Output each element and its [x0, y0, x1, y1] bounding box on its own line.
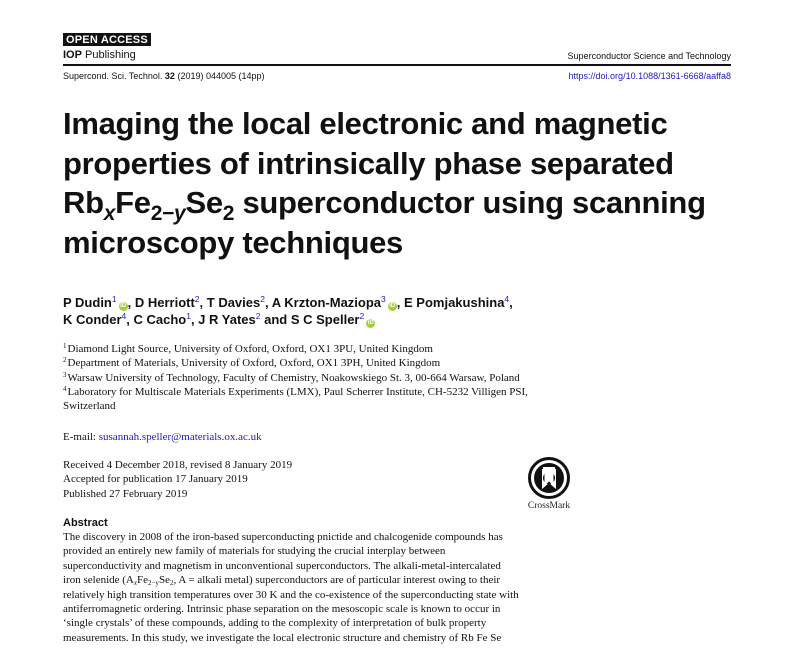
- affiliation-line: [63, 399, 583, 413]
- abstract-sub-x: x: [133, 579, 137, 588]
- author-affiliation-ref[interactable]: 4: [121, 311, 127, 321]
- abstract-line: provided an entirely new family of materials for studying the crucial interplay between: [63, 545, 446, 558]
- formula-fe: Fe: [115, 185, 151, 220]
- title-line-3-rest: superconductor using scanning: [234, 185, 706, 220]
- author-name: S C Speller: [290, 312, 360, 327]
- crossmark-button[interactable]: [522, 457, 576, 512]
- abstract-line: superconductivity and magnetism in unconventional superconductors. The alkali-metal-intercalated: [63, 559, 501, 572]
- author-name: C Cacho: [133, 312, 187, 327]
- author-affiliation-ref[interactable]: 2: [359, 311, 365, 321]
- author-separator: ,: [126, 312, 134, 327]
- author-name: K Conder: [63, 312, 122, 327]
- crossmark-label: CrossMark: [527, 501, 571, 511]
- citation-rest: (2019) 044005 (14pp): [177, 71, 265, 81]
- author-name: E Pomjakushina: [404, 295, 505, 310]
- formula-2y: 2−: [150, 202, 175, 225]
- published-date: Published 27 February 2019: [63, 487, 188, 500]
- author-separator: ,: [127, 295, 135, 310]
- affiliation-line: [63, 342, 583, 356]
- received-date: Received 4 December 2018, revised 8 January 2019: [63, 459, 293, 471]
- abstract-body: [63, 530, 575, 645]
- orcid-icon[interactable]: iD: [120, 303, 127, 309]
- journal-name: Superconductor Science and Technology: [567, 51, 731, 61]
- author-separator: ,: [509, 295, 513, 310]
- abstract-heading: Abstract: [63, 517, 108, 529]
- author-separator: ,: [264, 295, 272, 310]
- abstract-line: [63, 573, 575, 587]
- abstract-line: antiferromagnetic ordering. Intrinsic phase separation on the mesoscopic scale is known to occur in: [63, 603, 501, 616]
- abstract-sub-2: 2: [169, 579, 174, 588]
- author-list: [63, 294, 623, 328]
- open-access-badge: OPEN ACCESS: [63, 33, 151, 46]
- article-title: [63, 104, 743, 262]
- author-affiliation-ref[interactable]: 1: [186, 311, 191, 321]
- orcid-icon[interactable]: iD: [389, 303, 396, 309]
- author-separator: ,: [190, 312, 199, 327]
- orcid-icon[interactable]: iD: [367, 320, 374, 326]
- affiliation-number: 2: [63, 356, 67, 365]
- affiliation-text: Warsaw University of Technology, Faculty of Chemistry, Noakowskiego St. 3, 00-664 Warsaw, Poland: [67, 371, 520, 384]
- author-separator: ,: [199, 295, 207, 310]
- author-name: T Davies: [206, 295, 261, 310]
- affiliation-number: 3: [63, 370, 67, 379]
- accepted-date: Accepted for publication 17 January 2019: [63, 473, 248, 486]
- author-name: D Herriott: [134, 295, 195, 310]
- title-line-1: Imaging the local electronic and magnetic: [63, 106, 668, 141]
- formula-se: Se: [185, 185, 223, 220]
- citation-volume: 32: [164, 71, 175, 81]
- email-label: E-mail:: [63, 431, 99, 443]
- email-link[interactable]: susannah.speller@materials.ox.ac.uk: [98, 431, 262, 443]
- crossmark-icon: [528, 457, 570, 499]
- abstract-line: The discovery in 2008 of the iron-based superconducting pnictide and chalcogenide compounds has: [63, 531, 503, 543]
- author-name: P Dudin: [63, 295, 112, 310]
- affiliation-text: Laboratory for Multiscale Materials Experiments (LMX), Paul Scherrer Institute, CH-5232 Villigen PSI,: [67, 385, 528, 398]
- formula-2: 2: [222, 202, 235, 225]
- author-affiliation-ref[interactable]: 3: [381, 294, 386, 304]
- abstract-text: Se: [158, 574, 170, 587]
- doi-link[interactable]: https://doi.org/10.1088/1361-6668/aaffa8: [568, 71, 731, 81]
- affiliation-line: [63, 356, 583, 370]
- publisher-bold: IOP: [63, 49, 82, 61]
- formula-x: x: [103, 202, 116, 225]
- citation: [63, 70, 265, 82]
- author-name: J R Yates: [198, 312, 256, 327]
- title-line-2: properties of intrinsically phase separated: [63, 145, 674, 181]
- affiliation-line: [63, 371, 583, 385]
- abstract-line: relatively high transition temperatures over 30 K and the co-existence of the superconducting state with: [63, 588, 519, 601]
- citation-journal: Supercond. Sci. Technol.: [63, 71, 163, 81]
- author-separator: and: [260, 312, 291, 327]
- header-rule: [63, 64, 731, 66]
- title-line-3: [63, 183, 743, 223]
- article-dates: [63, 458, 292, 501]
- abstract-text: , A = alkali metal) superconductors are of particular interest owing to their: [173, 574, 501, 587]
- author-name: A Krzton-Maziopa: [271, 295, 382, 310]
- affiliation-number: 1: [63, 342, 67, 350]
- affiliation-number: 4: [63, 384, 67, 393]
- affiliation-text: Switzerland: [63, 400, 116, 413]
- affiliation-text: Diamond Light Source, University of Oxford, Oxford, OX1 3PU, United Kingdom: [67, 343, 433, 355]
- formula-rb: Rb: [63, 185, 104, 220]
- author-affiliation-ref[interactable]: 2: [255, 311, 261, 321]
- abstract-text: iron selenide (A: [63, 574, 134, 587]
- author-affiliation-ref[interactable]: 2: [260, 294, 265, 304]
- title-line-4: microscopy techniques: [63, 224, 403, 260]
- abstract-text: Fe: [136, 574, 148, 587]
- author-affiliation-ref[interactable]: 2: [194, 294, 200, 304]
- author-affiliation-ref[interactable]: 1: [111, 294, 117, 304]
- formula-y: y: [174, 202, 186, 225]
- affiliation-text: Department of Materials, University of Oxford, Oxford, OX1 3PH, United Kingdom: [67, 357, 441, 370]
- author-separator: ,: [396, 295, 404, 310]
- publisher-logo: [63, 48, 136, 62]
- publisher-rest: Publishing: [81, 49, 136, 61]
- corresponding-email: [63, 430, 262, 444]
- abstract-line: measurements. In this study, we investigate the local electronic structure and chemistry of Rb Fe Se: [63, 631, 502, 644]
- affiliations: [63, 342, 583, 413]
- author-affiliation-ref[interactable]: 4: [504, 294, 510, 304]
- abstract-sub-y: 2−y: [147, 579, 159, 588]
- abstract-line: ‘single crystals’ of these compounds, adding to the complexity of interpretation of bulk property: [63, 617, 487, 630]
- affiliation-line: [63, 385, 583, 399]
